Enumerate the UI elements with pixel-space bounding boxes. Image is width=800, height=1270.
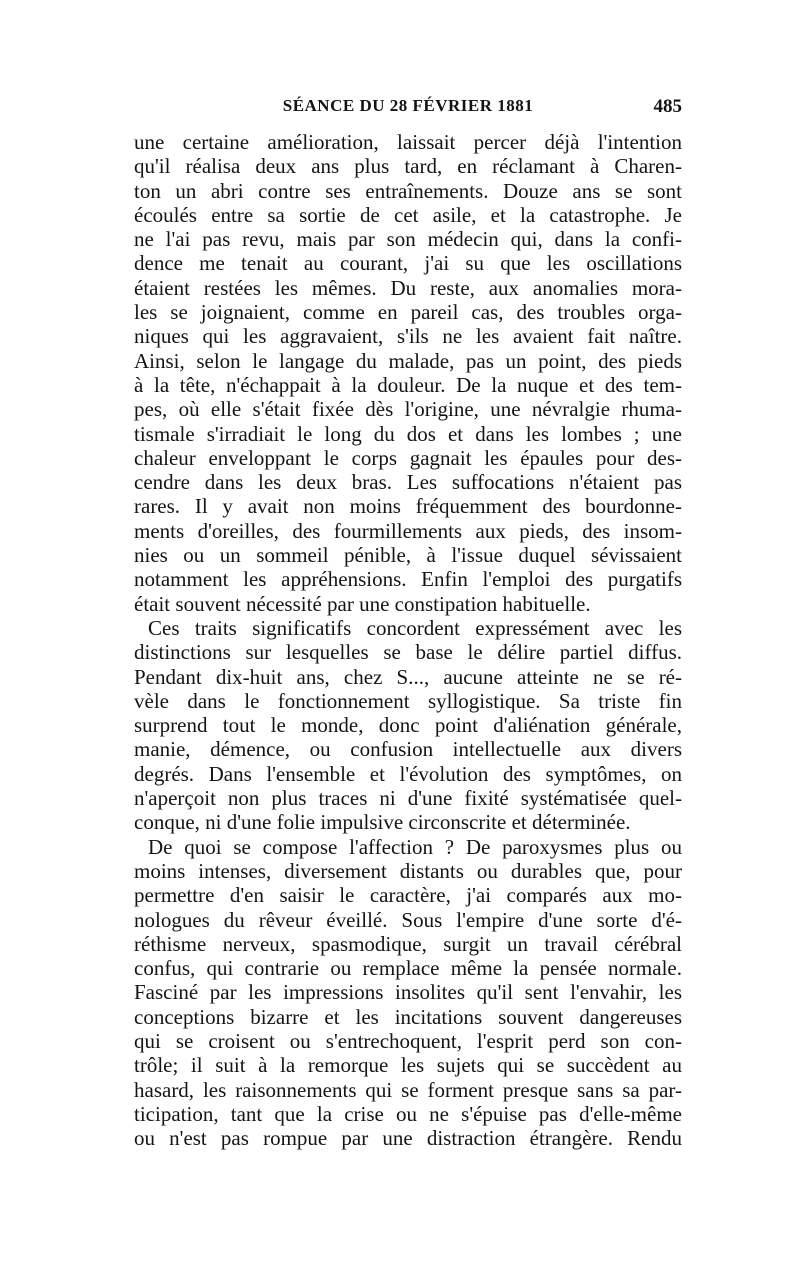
text-line: moins intenses, diversement distants ou durables que, pour <box>134 858 682 883</box>
text-line: étaient restées les mêmes. Du reste, aux anomalies mora- <box>134 275 682 300</box>
text-line: chaleur enveloppant le corps gagnait les épaules pour des- <box>134 445 682 470</box>
text-line: dence me tenait au courant, j'ai su que les oscillations <box>134 251 682 276</box>
running-head <box>134 96 682 124</box>
text-line: Pendant dix-huit ans, chez S..., aucune atteinte ne se ré- <box>134 664 682 689</box>
text-line: qui se croisent ou s'entrechoquent, l'esprit perd son con- <box>134 1028 682 1053</box>
text-line: niques qui les aggravaient, s'ils ne les avaient fait naître. <box>134 324 682 349</box>
text-line: ou n'est pas rompue par une distraction étrangère. Rendu <box>134 1126 682 1151</box>
text-line: distinctions sur lesquelles se base le délire partiel diffus. <box>134 640 682 665</box>
text-line: à la tête, n'échappait à la douleur. De la nuque et des tem- <box>134 372 682 397</box>
text-line: réthisme nerveux, spasmodique, surgit un travail cérébral <box>134 931 682 956</box>
text-line: surprend tout le monde, donc point d'aliénation générale, <box>134 713 682 738</box>
text-line: notamment les appréhensions. Enfin l'emploi des purgatifs <box>134 567 682 592</box>
body-text <box>134 130 682 1150</box>
running-title: SÉANCE DU 28 FÉVRIER 1881 <box>282 96 534 115</box>
text-line: ne l'ai pas revu, mais par son médecin qui, dans la confi- <box>134 227 682 252</box>
text-line: pes, où elle s'était fixée dès l'origine, une névralgie rhuma- <box>134 397 682 422</box>
text-line: Ces traits significatifs concordent expressément avec les <box>148 615 682 640</box>
text-line: les se joignaient, comme en pareil cas, des troubles orga- <box>134 300 682 325</box>
text-line: nologues du rêveur éveillé. Sous l'empire d'une sorte d'é- <box>134 907 682 932</box>
text-line: ments d'oreilles, des fourmillements aux pieds, des insom- <box>134 518 682 543</box>
text-line: vèle dans le fonctionnement syllogistique. Sa triste fin <box>134 688 682 713</box>
page-number: 485 <box>653 96 682 117</box>
text-line: confus, qui contrarie ou remplace même la pensée normale. <box>134 956 682 981</box>
text-line: rares. Il y avait non moins fréquemment des bourdonne- <box>134 494 682 519</box>
text-line: qu'il réalisa deux ans plus tard, en réclamant à Charen- <box>134 154 682 179</box>
text-line: permettre d'en saisir le caractère, j'ai comparés aux mo- <box>134 883 682 908</box>
text-line: était souvent nécessité par une constipation habituelle. <box>134 591 591 616</box>
text-line: ticipation, tant que la crise ou ne s'épuise pas d'elle-même <box>134 1101 682 1126</box>
text-line: tismale s'irradiait le long du dos et dans les lombes ; une <box>134 421 682 446</box>
text-line: trôle; il suit à la remorque les sujets qui se succèdent au <box>134 1053 682 1078</box>
text-line: De quoi se compose l'affection ? De paroxysmes plus ou <box>148 834 682 859</box>
text-line: nies ou un sommeil pénible, à l'issue duquel sévissaient <box>134 543 682 568</box>
text-line: écoulés entre sa sortie de cet asile, et la catastrophe. Je <box>134 202 682 227</box>
text-line: cendre dans les deux bras. Les suffocations n'étaient pas <box>134 470 682 495</box>
text-line: Fasciné par les impressions insolites qu'il sent l'envahir, les <box>134 980 682 1005</box>
text-line: hasard, les raisonnements qui se forment presque sans sa par- <box>134 1077 682 1102</box>
text-line: degrés. Dans l'ensemble et l'évolution des symptômes, on <box>134 761 682 786</box>
text-line: conceptions bizarre et les incitations souvent dangereuses <box>134 1004 682 1029</box>
text-line: une certaine amélioration, laissait percer déjà l'intention <box>134 130 682 154</box>
text-line: ton un abri contre ses entraînements. Douze ans se sont <box>134 178 682 203</box>
text-line: n'aperçoit non plus traces ni d'une fixité systématisée quel- <box>134 786 682 811</box>
text-line: manie, démence, ou confusion intellectuelle aux divers <box>134 737 682 762</box>
text-line: Ainsi, selon le langage du malade, pas un point, des pieds <box>134 348 682 373</box>
text-line: conque, ni d'une folie impulsive circonscrite et déterminée. <box>134 810 631 835</box>
